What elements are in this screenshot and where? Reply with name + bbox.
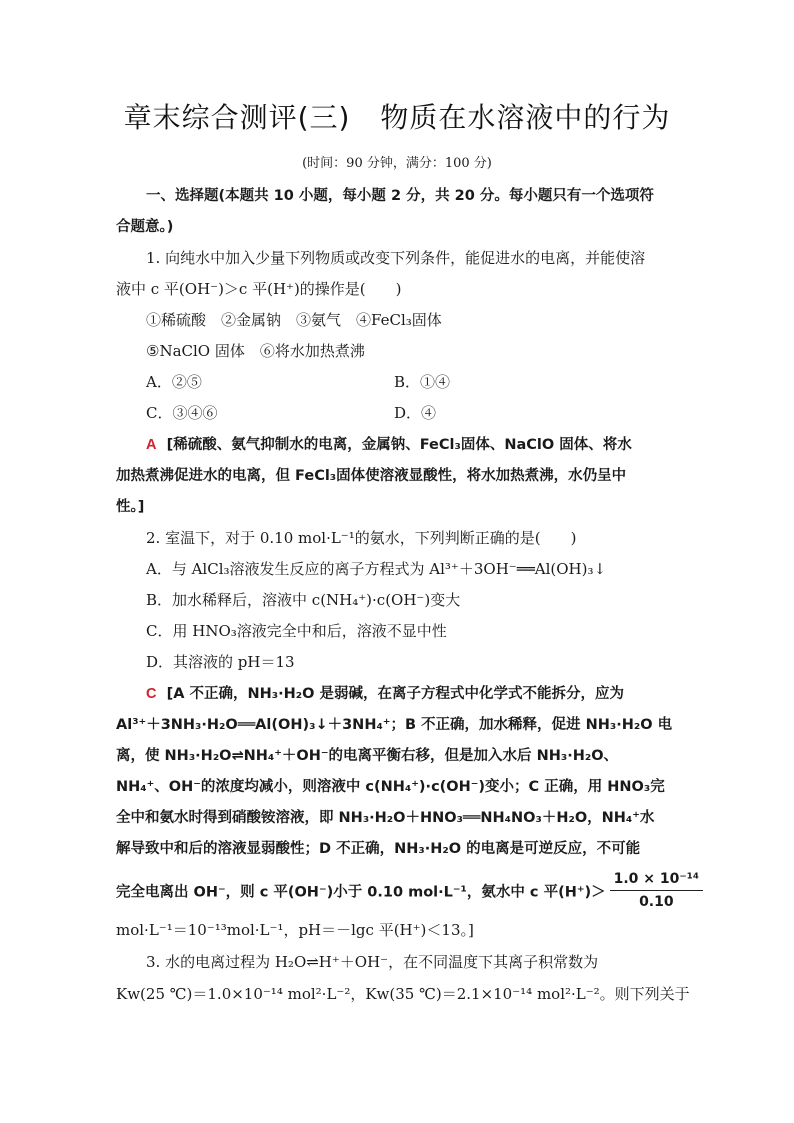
section-heading-line2: 合题意。) xyxy=(116,219,174,235)
q1-stem-line1: 1. 向纯水中加入少量下列物质或改变下列条件，能促进水的电离，并能使溶 xyxy=(146,249,646,267)
q1-option-c: C．③④⑥ xyxy=(146,404,218,422)
q2-exp1-text: [A 不正确，NH₃·H₂O 是弱碱，在离子方程式中化学式不能拆分，应为 xyxy=(166,686,624,702)
q1-option-b: B．①④ xyxy=(394,373,451,391)
q1-explanation-line2: 加热煮沸促进水的电离，但 FeCl₃固体使溶液显酸性，将水加热煮沸，水仍呈中 xyxy=(116,468,627,484)
q2-fraction-numerator: 1.0 × 10⁻¹⁴ xyxy=(610,870,703,891)
page-title xyxy=(0,96,794,136)
q1-explanation-line1 xyxy=(146,435,708,455)
q2-fraction-denominator: 0.10 xyxy=(639,894,674,910)
q2-exp7-text: 完全电离出 OH⁻，则 c 平(OH⁻)小于 0.10 mol·L⁻¹，氨水中 c 平(H⁺)＞ xyxy=(116,884,606,901)
q2-explanation-line5: 全中和氨水时得到硝酸铵溶液，即 NH₃·H₂O＋HNO₃══NH₄NO₃＋H₂O，NH₄⁺水 xyxy=(116,810,655,826)
title-sub: 物质在水溶液中的行为 xyxy=(380,101,671,134)
q1-explanation-line3: 性。] xyxy=(116,499,145,515)
q2-option-a: A．与 AlCl₃溶液发生反应的离子方程式为 Al³⁺＋3OH⁻══Al(OH)₃↓ xyxy=(146,560,607,578)
q1-stem-line2: 液中 c 平(OH⁻)＞c 平(H⁺)的操作是( ) xyxy=(116,280,402,298)
q2-answer: C xyxy=(146,686,157,702)
q1-answer: A xyxy=(146,437,157,453)
q2-stem: 2. 室温下，对于 0.10 mol·L⁻¹的氨水，下列判断正确的是( ) xyxy=(146,529,577,547)
q2-explanation-line4: NH₄⁺、OH⁻的浓度均减小，则溶液中 c(NH₄⁺)·c(OH⁻)变小；C 正确，用 HNO₃完 xyxy=(116,779,665,795)
q2-explanation-line3: 离，使 NH₃·H₂O⇌NH₄⁺＋OH⁻的电离平衡右移，但是加入水后 NH₃·H₂O、 xyxy=(116,748,619,764)
q2-option-b: B．加水稀释后，溶液中 c(NH₄⁺)·c(OH⁻)变大 xyxy=(146,591,461,609)
q2-explanation-line6: 解导致中和后的溶液显弱酸性；D 不正确，NH₃·H₂O 的电离是可逆反应，不可能 xyxy=(116,841,641,857)
title-main: 章末综合测评(三) xyxy=(123,101,351,134)
exam-meta: (时间：90 分钟，满分：100 分) xyxy=(302,156,492,171)
q2-option-c: C．用 HNO₃溶液完全中和后，溶液不显中性 xyxy=(146,622,447,640)
q2-explanation-line2: Al³⁺＋3NH₃·H₂O══Al(OH)₃↓＋3NH₄⁺；B 不正确，加水稀释，促进 NH₃·H₂O 电 xyxy=(116,717,673,733)
q1-exp1-text: [稀硫酸、氨气抑制水的电离，金属钠、FeCl₃固体、NaClO 固体、将水 xyxy=(166,437,632,453)
q3-stem-line2: Kw(25 ℃)＝1.0×10⁻¹⁴ mol²·L⁻²，Kw(35 ℃)＝2.1×10⁻¹⁴ mol²·L⁻²。则下列关于 xyxy=(116,985,690,1003)
q2-explanation-line8: mol·L⁻¹＝10⁻¹³mol·L⁻¹，pH＝－lgc 平(H⁺)＜13。] xyxy=(116,921,474,939)
q1-option-a: A．②⑤ xyxy=(146,373,202,391)
section-heading-line1: 一、选择题(本题共 10 小题，每小题 2 分，共 20 分。每小题只有一个选项符 xyxy=(146,188,654,204)
q2-explanation-line7 xyxy=(116,871,700,913)
q1-items-line2: ⑤NaClO 固体 ⑥将水加热煮沸 xyxy=(146,342,365,360)
q1-items-line1: ①稀硫酸 ②金属钠 ③氨气 ④FeCl₃固体 xyxy=(146,311,442,329)
q2-fraction xyxy=(610,870,703,911)
q1-options-row2 xyxy=(146,403,646,423)
q3-stem-line1: 3. 水的电离过程为 H₂O⇌H⁺＋OH⁻，在不同温度下其离子积常数为 xyxy=(146,953,599,971)
q2-explanation-line1 xyxy=(146,684,708,704)
q2-option-d: D．其溶液的 pH＝13 xyxy=(146,653,295,671)
q1-options-row1 xyxy=(146,372,646,392)
q1-option-d: D．④ xyxy=(394,404,437,422)
